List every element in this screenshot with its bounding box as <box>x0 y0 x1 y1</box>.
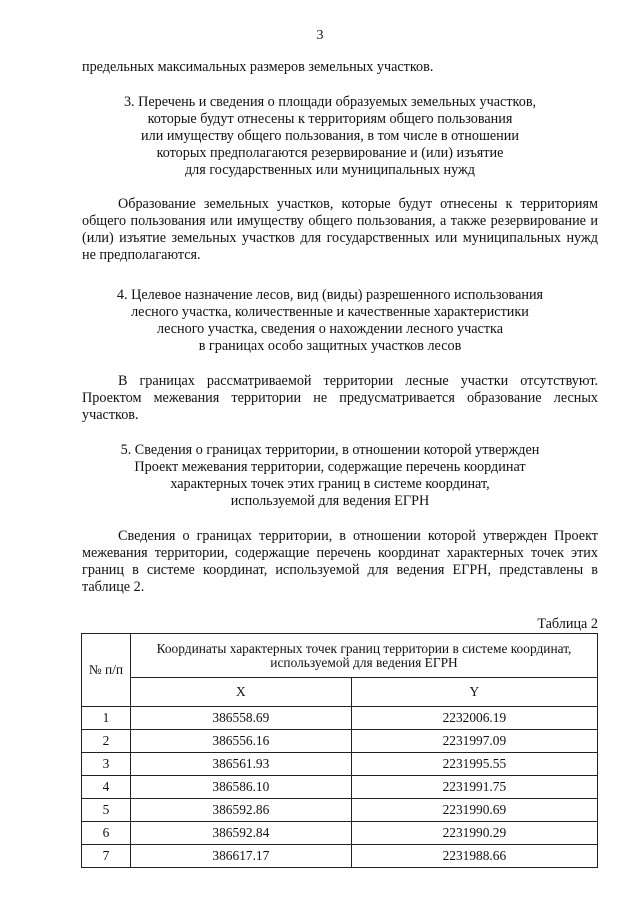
cell-number: 3 <box>82 753 131 776</box>
heading-line: 4. Целевое назначение лесов, вид (виды) разрешенного использования <box>116 287 544 303</box>
cell-y: 2231988.66 <box>351 845 597 868</box>
cell-y: 2231991.75 <box>351 776 597 799</box>
heading-line: в границах особо защитных участков лесов <box>198 338 462 354</box>
header-x: X <box>131 678 352 707</box>
table-row <box>82 776 598 799</box>
cell-x: 386592.86 <box>131 799 352 822</box>
heading-line: 3. Перечень и сведения о площади образуемых земельных участков, <box>123 94 537 110</box>
section-4-text: В границах рассматриваемой территории лесные участки отсутствуют. Проектом межевания территории не предусматривается образование лесных участков. <box>82 373 598 423</box>
table-row <box>82 707 598 730</box>
table-row <box>82 799 598 822</box>
section-3-heading <box>60 94 600 179</box>
heading-line: которые будут отнесены к территориям общего пользования <box>147 111 513 127</box>
cell-y: 2231997.09 <box>351 730 597 753</box>
cell-y: 2231990.69 <box>351 799 597 822</box>
heading-line: для государственных или муниципальных нужд <box>184 162 476 178</box>
table-row <box>82 845 598 868</box>
heading-line: используемой для ведения ЕГРН <box>230 493 430 509</box>
table-subheader-row <box>82 678 598 707</box>
table-row <box>82 730 598 753</box>
section-4-heading <box>60 287 600 355</box>
heading-line: 5. Сведения о границах территории, в отношении которой утвержден <box>120 442 540 458</box>
header-coordinates: Координаты характерных точек границ территории в системе координат, используемой для ведения ЕГРН <box>131 634 598 678</box>
cell-number: 5 <box>82 799 131 822</box>
cell-number: 2 <box>82 730 131 753</box>
heading-line: которых предполагаются резервирование и (или) изъятие <box>156 145 504 161</box>
header-y: Y <box>351 678 597 707</box>
cell-x: 386617.17 <box>131 845 352 868</box>
heading-line: характерных точек этих границ в системе координат, <box>170 476 490 492</box>
section-5-text: Сведения о границах территории, в отношении которой утвержден Проект межевания территории, содержащие перечень координат характерных точек этих границ в системе координат, используемой для ведения ЕГРН, представлены в таблице 2. <box>82 528 598 595</box>
cell-number: 7 <box>82 845 131 868</box>
section-5-heading <box>60 442 600 510</box>
header-number: № п/п <box>82 634 131 707</box>
cell-y: 2231990.29 <box>351 822 597 845</box>
table-header-row <box>82 634 598 678</box>
cell-x: 386586.10 <box>131 776 352 799</box>
cell-y: 2232006.19 <box>351 707 597 730</box>
table-row <box>82 753 598 776</box>
heading-line: или имуществу общего пользования, в том числе в отношении <box>141 128 519 144</box>
table-row <box>82 822 598 845</box>
heading-line: лесного участка, сведения о нахождении лесного участка <box>157 321 503 337</box>
heading-line: лесного участка, количественные и качественные характеристики <box>131 304 529 320</box>
cell-number: 1 <box>82 707 131 730</box>
opening-line: предельных максимальных размеров земельных участков. <box>82 59 434 75</box>
table-caption: Таблица 2 <box>537 616 598 632</box>
cell-x: 386561.93 <box>131 753 352 776</box>
cell-number: 6 <box>82 822 131 845</box>
cell-y: 2231995.55 <box>351 753 597 776</box>
cell-x: 386592.84 <box>131 822 352 845</box>
heading-line: Проект межевания территории, содержащие перечень координат <box>134 459 526 475</box>
page-number: 3 <box>316 28 324 43</box>
coordinates-table <box>81 633 598 868</box>
cell-number: 4 <box>82 776 131 799</box>
section-3-text: Образование земельных участков, которые будут отнесены к территориям общего пользования или имуществу общего пользования, а также резервирование и (или) изъятие земельных участков для государственных или муниципальных нужд не предполагаются. <box>82 196 598 263</box>
cell-x: 386558.69 <box>131 707 352 730</box>
cell-x: 386556.16 <box>131 730 352 753</box>
